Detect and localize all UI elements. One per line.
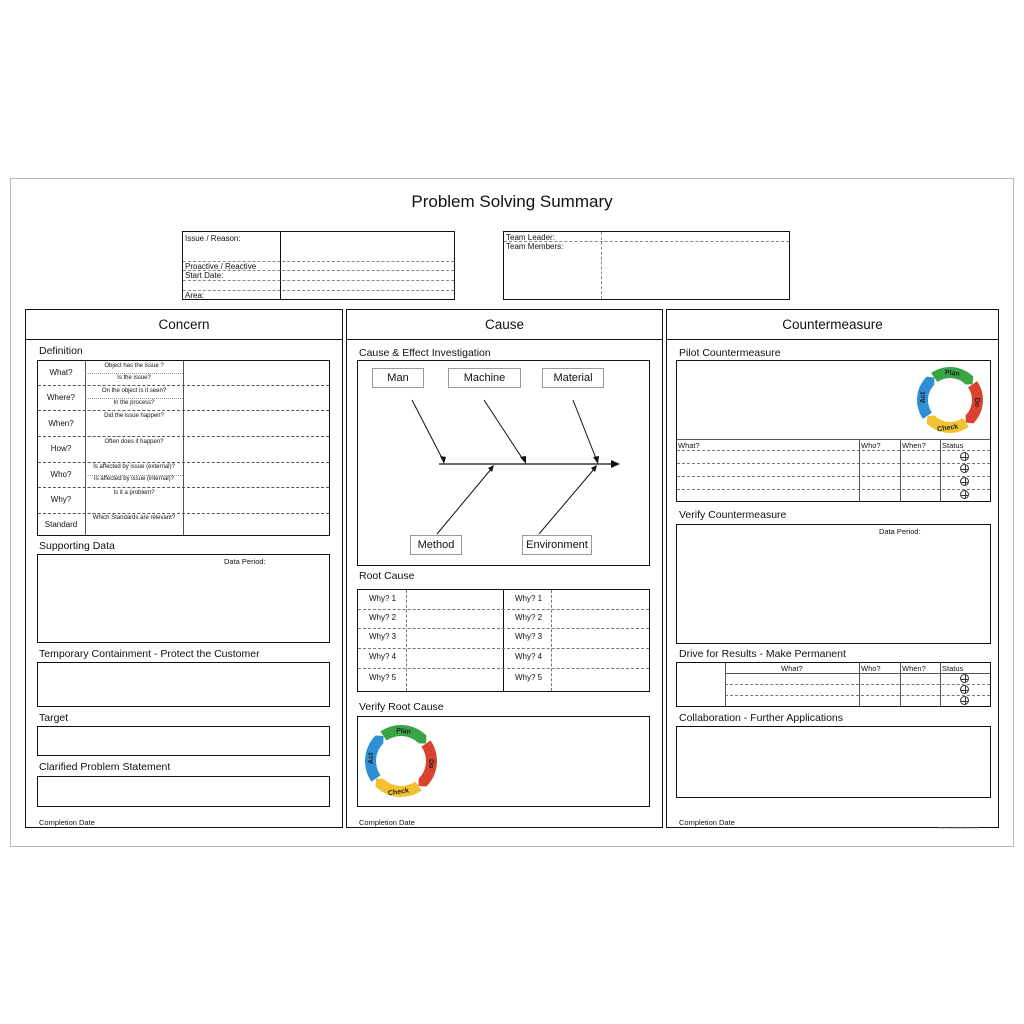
material-cause-box[interactable]: Material [542, 368, 604, 388]
pdca-cycle-icon [915, 365, 985, 440]
cause-completion-date: Completion Date [359, 818, 415, 827]
definition-label: Definition [39, 345, 83, 357]
definition-question: Is it a problem? [113, 489, 155, 496]
why-label: Why? 3 [515, 632, 543, 641]
root-cause-table [357, 589, 650, 692]
why-label: Why? 4 [515, 652, 543, 661]
supporting-data-box[interactable] [37, 554, 330, 643]
definition-question: Is affected by issue (internal)? [94, 476, 174, 482]
pdca-label: Check [387, 787, 410, 798]
cm-data-period-label: Data Period: [879, 527, 921, 536]
clarified-box[interactable] [37, 776, 330, 807]
man-bone [412, 400, 444, 462]
status-icon[interactable] [960, 464, 969, 473]
pdca-label: Plan [395, 727, 412, 736]
definition-question: Which Standards are relevant? [92, 515, 176, 521]
issue-info-box [182, 231, 455, 300]
target-box[interactable] [37, 726, 330, 756]
supporting-data-label: Supporting Data [39, 540, 115, 552]
fishbone-head-arrow [611, 460, 620, 468]
definition-row-label: When? [48, 418, 74, 428]
pilot-when-col: When? [902, 441, 926, 450]
pdca-label: Act [920, 391, 928, 404]
environment-cause-box[interactable]: Environment [522, 535, 592, 555]
team-info-box [503, 231, 790, 300]
status-icon[interactable] [960, 685, 969, 694]
method-bone [437, 468, 492, 534]
why-label: Why? 5 [515, 673, 543, 682]
drive-status-col: Status [942, 664, 964, 673]
why-label: Why? 5 [369, 673, 397, 682]
definition-question: Did the issue happen? [104, 413, 164, 419]
why-label: Why? 2 [515, 613, 543, 622]
issue-label: Issue / Reason: [185, 234, 241, 243]
status-icon[interactable] [960, 696, 969, 705]
verify-root-cause-label: Verify Root Cause [359, 701, 444, 713]
footer-url: www.visualworkplace.com [938, 826, 979, 830]
drive-what-col: What? [781, 664, 803, 673]
team-members-label: Team Members: [506, 242, 564, 251]
drive-who-col: Who? [861, 664, 881, 673]
drive-when-col: When? [902, 664, 926, 673]
definition-row-label: Where? [46, 393, 75, 403]
countermeasure-heading: Countermeasure [667, 310, 998, 340]
cause-heading: Cause [347, 310, 662, 340]
pilot-who-col: Who? [861, 441, 881, 450]
fishbone-diagram [357, 360, 650, 566]
drive-label: Drive for Results - Make Permanent [679, 648, 846, 660]
definition-row-label: What? [49, 368, 73, 378]
pdca-label: Plan [944, 369, 960, 378]
why-label: Why? 4 [369, 652, 397, 661]
definition-question: In the process? [113, 399, 155, 406]
why-label: Why? 2 [369, 613, 397, 622]
pdca-cycle-graphic [363, 723, 439, 799]
pdca-label: Check [936, 423, 959, 434]
investigation-label: Cause & Effect Investigation [359, 347, 491, 359]
machine-bone [484, 400, 524, 461]
definition-row-label: Why? [50, 495, 72, 505]
status-icon[interactable] [960, 477, 969, 486]
area-label: Area: [185, 291, 205, 300]
definition-question: Often does it happen? [104, 438, 164, 445]
definition-row-label: Standard [44, 520, 78, 529]
definition-question: Is affected by issue (external)? [93, 464, 175, 470]
concern-completion-date: Completion Date [39, 818, 95, 827]
pdca-label: Act [368, 752, 376, 764]
why-label: Why? 1 [515, 594, 543, 603]
root-cause-label: Root Cause [359, 570, 415, 582]
countermeasure-completion-date: Completion Date [679, 818, 735, 827]
collaboration-box[interactable] [676, 726, 991, 798]
definition-row-label: Who? [50, 469, 72, 479]
status-icon[interactable] [960, 674, 969, 683]
pilot-label: Pilot Countermeasure [679, 347, 781, 359]
definition-row-label: How? [50, 444, 72, 454]
containment-box[interactable] [37, 662, 330, 707]
why-label: Why? 3 [369, 632, 397, 641]
method-cause-box[interactable]: Method [410, 535, 462, 555]
data-period-label: Data Period: [224, 557, 266, 566]
machine-cause-box[interactable]: Machine [448, 368, 521, 388]
environment-bone [539, 468, 595, 534]
target-label: Target [39, 712, 69, 724]
definition-question: Object has the issue ? [104, 363, 164, 369]
pdca-label: Do [426, 758, 434, 769]
pdca-cycle-graphic [915, 365, 985, 435]
definition-question: On the object is it seen? [101, 387, 167, 394]
material-bone [573, 400, 597, 461]
status-icon[interactable] [960, 490, 969, 499]
pilot-status-col: Status [942, 441, 964, 450]
clarified-label: Clarified Problem Statement [39, 761, 171, 773]
concern-heading: Concern [26, 310, 342, 340]
man-cause-box[interactable]: Man [372, 368, 424, 388]
why-label: Why? 1 [369, 594, 397, 603]
verify-countermeasure-label: Verify Countermeasure [679, 509, 787, 521]
collaboration-label: Collaboration - Further Applications [679, 712, 844, 724]
definition-question: Is the issue? [117, 375, 151, 381]
verify-countermeasure-box[interactable] [676, 524, 991, 644]
pdca-label: Do [972, 397, 980, 408]
status-icon[interactable] [960, 452, 969, 461]
page-title: Problem Solving Summary [411, 192, 613, 211]
team-leader-label: Team Leader: [506, 233, 555, 242]
proactive-label: Proactive / Reactive [185, 262, 257, 271]
start-date-label: Start Date: [185, 271, 224, 280]
containment-label: Temporary Containment - Protect the Customer [39, 648, 260, 660]
pilot-what-col: What? [678, 441, 700, 450]
pdca-cycle-icon [363, 723, 439, 804]
